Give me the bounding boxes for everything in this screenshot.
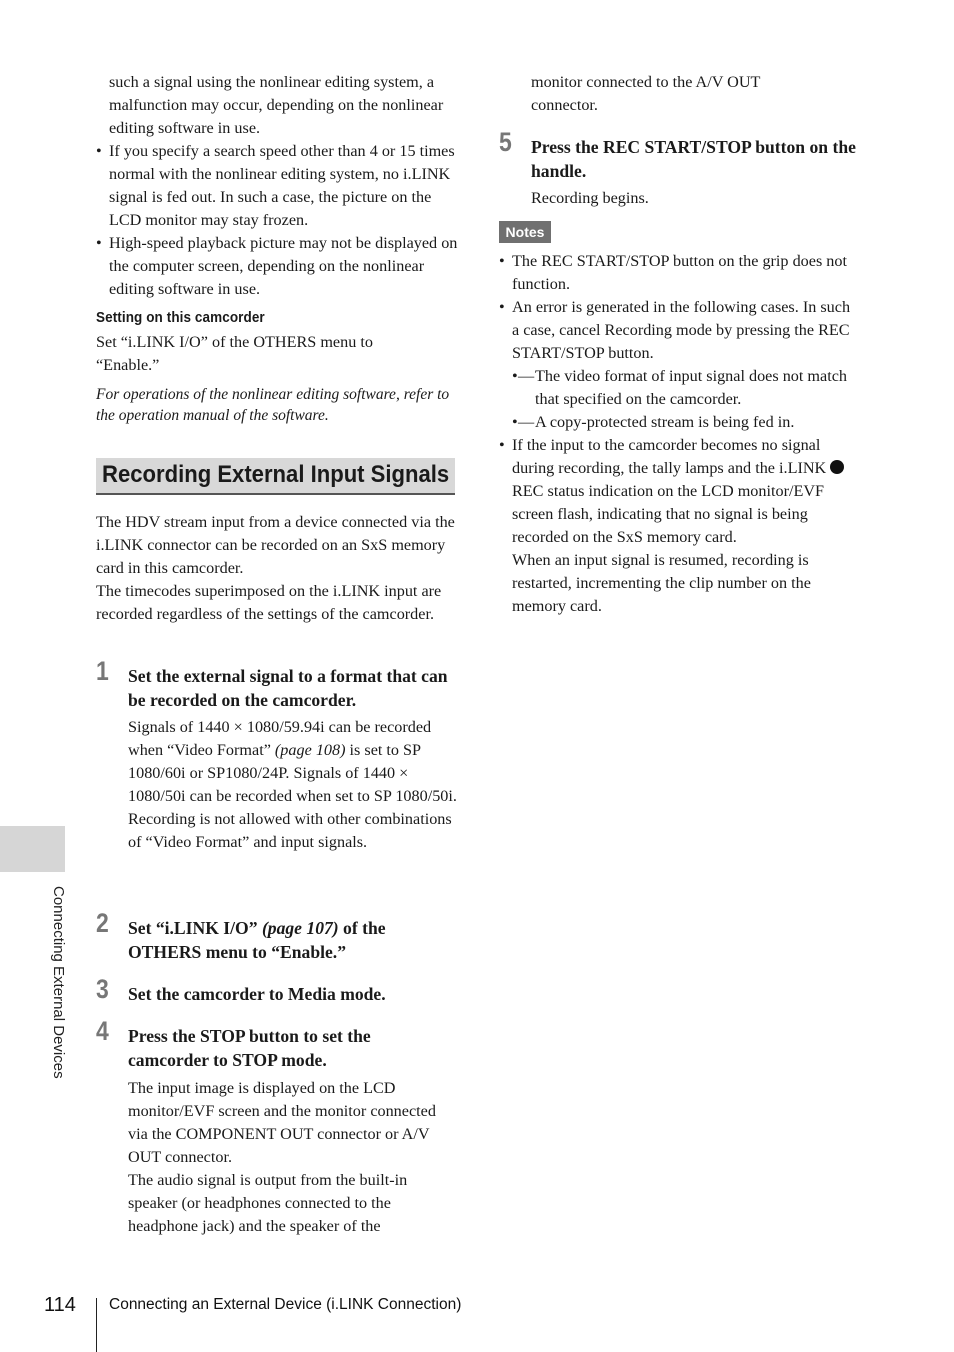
step-title: Set the camcorder to Media mode. xyxy=(128,984,386,1004)
side-tab-label: Connecting External Devices xyxy=(50,886,67,1079)
record-dot-icon xyxy=(830,460,844,474)
setting-text: Set “i.LINK I/O” of the OTHERS menu to “Enable.” xyxy=(96,333,373,374)
notes-badge: Notes xyxy=(499,221,551,243)
page-reference: (page 107) xyxy=(261,918,339,938)
step-number: 1 xyxy=(96,656,109,686)
page-number: 114 xyxy=(44,1294,76,1316)
list-item: • The REC START/STOP button on the grip does not function. xyxy=(499,250,859,296)
step-title: Set the external signal to a format that can be recorded on the camcorder. xyxy=(128,666,448,710)
italic-note: For operations of the nonlinear editing software, refer to the operation manual of the software. xyxy=(96,386,450,424)
list-item: • High-speed playback picture may not be displayed on the computer screen, depending on the nonlinear editing software in use. xyxy=(96,232,459,301)
step-number: 5 xyxy=(499,127,512,157)
step-number: 4 xyxy=(96,1016,109,1046)
section-title: Recording External Input Signals xyxy=(102,461,450,488)
list-item: • If you specify a search speed other than 4 or 15 times normal with the nonlinear editing system, no i.LINK signal is fed out. In such a case, the picture on the LCD monitor may stay frozen. xyxy=(96,140,459,232)
intro-paragraph: The HDV stream input from a device connected via the i.LINK connector can be recorded on an SxS memory card in this camcorder. The timecodes superimposed on the i.LINK input are recorded regardless of the settings of the camcorder. xyxy=(96,513,455,623)
step-body: Signals of 1440 × 1080/59.94i can be recorded when “Video Format” (page 108) is set to SP 1080/60i or SP1080/24P. Signals of 1440 × 1080/50i can be recorded when set to SP 1080/50i. Recording is not allowed with other combinations of “Video Format” and input signals. xyxy=(128,718,457,851)
list-item: • An error is generated in the following cases. In such a case, cancel Recording mode by pressing the REC START/STOP button. • — The video format of input signal does not match that specified on the camcorder. • — A copy-protected stream is being fed in. xyxy=(499,296,859,434)
footer-title: Connecting an External Device (i.LINK Connection) xyxy=(109,1296,462,1313)
step-body: Recording begins. xyxy=(531,189,649,207)
side-tab xyxy=(0,826,65,872)
step-title: Set “i.LINK I/O” (page 107) of the OTHERS menu to “Enable.” xyxy=(128,918,386,962)
step-number: 2 xyxy=(96,908,109,938)
list-item: • — A copy-protected stream is being fed in. xyxy=(512,411,859,434)
section-heading-bar xyxy=(96,458,455,495)
step-body: The input image is displayed on the LCD monitor/EVF screen and the monitor connected via the COMPONENT OUT connector or A/V OUT connector. The audio signal is output from the built-in speaker (or headphones connected to the headphone jack) and the speaker of the xyxy=(128,1079,436,1235)
left-continued-text: such a signal using the nonlinear editing system, a malfunction may occur, depending on the nonlinear editing software in use. xyxy=(109,73,444,137)
list-item: • If the input to the camcorder becomes no signal during recording, the tally lamps and the i.LINK REC status indication on the LCD monitor/EVF screen flash, indicating that no signal is being recorded on the SxS memory card. When an input signal is resumed, recording is restarted, incrementing the clip number on the memory card. xyxy=(499,434,859,618)
step-number: 3 xyxy=(96,974,109,1004)
step-title: Press the REC START/STOP button on the handle. xyxy=(531,137,856,181)
right-continued-text: monitor connected to the A/V OUT connector. xyxy=(531,73,761,114)
subheading: Setting on this camcorder xyxy=(96,309,265,326)
notes-sublist xyxy=(512,365,859,434)
footer-divider xyxy=(96,1298,97,1352)
left-bullet-list xyxy=(96,140,459,301)
page-reference: (page 108) xyxy=(274,741,346,759)
step-title: Press the STOP button to set the camcorder to STOP mode. xyxy=(128,1026,371,1070)
list-item: • — The video format of input signal does not match that specified on the camcorder. xyxy=(512,365,859,411)
notes-list xyxy=(499,250,859,618)
